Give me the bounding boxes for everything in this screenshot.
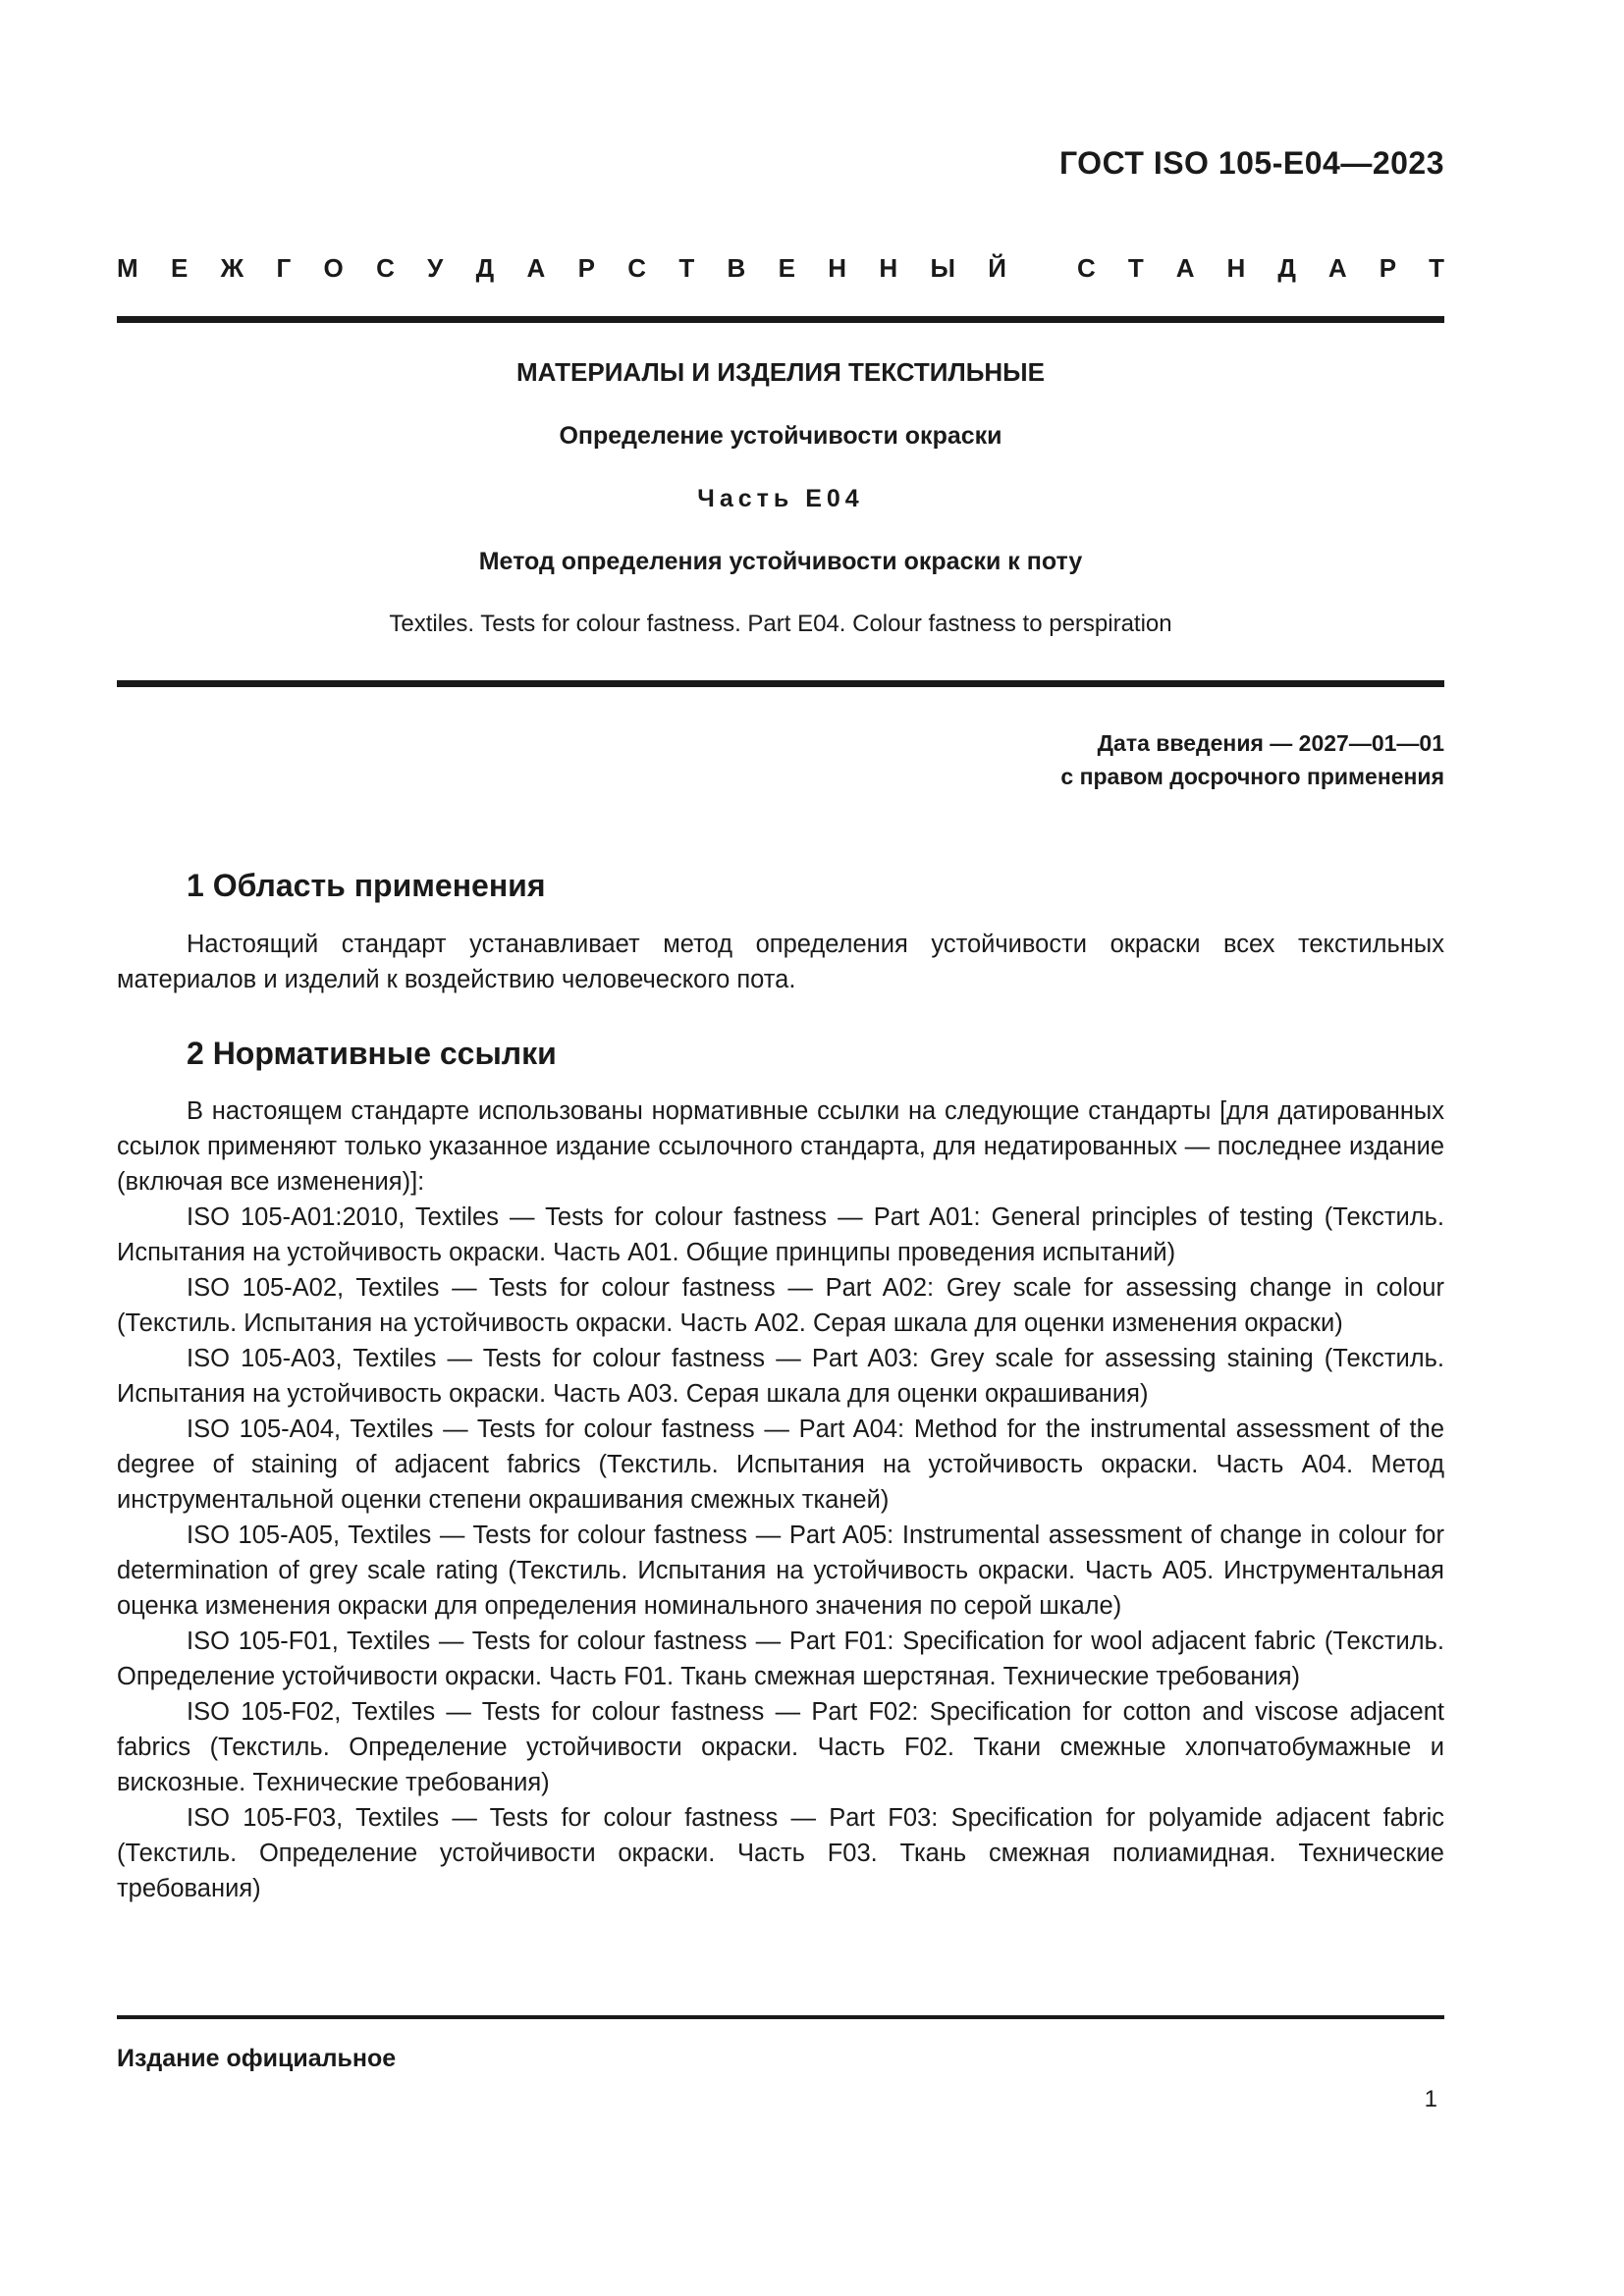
scope-paragraph: Настоящий стандарт устанавливает метод определения устойчивости окраски всех текстильных материалов и изделий к воздействию человеческого пота.: [117, 931, 1444, 993]
title-part: Часть E04: [697, 485, 864, 512]
spaced-letter: Д: [475, 253, 495, 283]
spaced-letter: Е: [170, 253, 189, 283]
spaced-letter: Т: [678, 253, 695, 283]
spaced-letter: Р: [577, 253, 595, 283]
spaced-letter: Н: [879, 253, 898, 283]
section-1-heading: 1 Область применения: [187, 868, 546, 903]
section-1-body: [117, 927, 1444, 997]
section-2-heading: 2 Нормативные ссылки: [187, 1036, 557, 1071]
spaced-letter: С: [376, 253, 395, 283]
reference-item: ISO 105-F02, Textiles — Tests for colour fastness — Part F02: Specification for cotton and viscose adjacent fabrics (Текстиль. Определение устойчивости окраски. Часть F02. Ткани смежные хлопчатобумажные и вискозные. Технические требования): [117, 1698, 1444, 1796]
edition-label: Издание официальное: [117, 2045, 397, 2072]
title-divider: [117, 680, 1444, 687]
spaced-letter: С: [627, 253, 647, 283]
title-english: Textiles. Tests for colour fastness. Part E04. Colour fastness to perspiration: [389, 611, 1172, 637]
reference-item: ISO 105-A01:2010, Textiles — Tests for colour fastness — Part A01: General principles of testing (Текстиль. Испытания на устойчивость окраски. Часть A01. Общие принципы проведения испытаний): [117, 1203, 1444, 1266]
spaced-letter: В: [727, 253, 746, 283]
reference-item: ISO 105-A05, Textiles — Tests for colour fastness — Part A05: Instrumental assessment of change in colour for determination of grey scale rating (Текстиль. Испытания на устойчивость окраски. Часть A05. Инструментальная оценка изменения окраски для определения номинального значения по серой шкале): [117, 1522, 1444, 1620]
spaced-letter: У: [427, 253, 444, 283]
spaced-letter: Т: [1127, 253, 1144, 283]
title-main: МАТЕРИАЛЫ И ИЗДЕЛИЯ ТЕКСТИЛЬНЫЕ: [516, 357, 1045, 387]
spaced-letter: Р: [1379, 253, 1397, 283]
introduction-date: Дата введения — 2027—01—01: [1097, 730, 1444, 756]
standard-code: ГОСТ ISO 105-E04—2023: [1058, 145, 1444, 181]
spaced-letter: Й: [988, 253, 1006, 283]
early-application-note: с правом досрочного применения: [1060, 764, 1444, 789]
standard-kind-word2: [1077, 253, 1444, 284]
spaced-letter: А: [526, 253, 546, 283]
standard-kind-word1: [117, 253, 1006, 284]
title-method: Метод определения устойчивости окраски к поту: [478, 548, 1083, 575]
reference-item: ISO 105-F03, Textiles — Tests for colour fastness — Part F03: Specification for polyamide adjacent fabric (Текстиль. Определение устойчивости окраски. Часть F03. Ткань смежная полиамидная. Технические требования): [117, 1804, 1444, 1902]
spaced-letter: Т: [1429, 253, 1444, 283]
spaced-letter: Ы: [930, 253, 955, 283]
spaced-letter: Г: [276, 253, 292, 283]
spaced-letter: Н: [1226, 253, 1246, 283]
top-divider: [117, 316, 1444, 323]
reference-item: ISO 105-A03, Textiles — Tests for colour fastness — Part A03: Grey scale for assessing staining (Текстиль. Испытания на устойчивость окраски. Часть A03. Серая шкала для оценки окрашивания): [117, 1345, 1444, 1408]
spaced-letter: Е: [778, 253, 795, 283]
section-2-body: [117, 1094, 1444, 1906]
spaced-letter: О: [323, 253, 344, 283]
page-number: 1: [1424, 2086, 1437, 2112]
spaced-letter: М: [117, 253, 138, 283]
spaced-letter: Ж: [220, 253, 244, 283]
reference-item: ISO 105-A02, Textiles — Tests for colour fastness — Part A02: Grey scale for assessing change in colour (Текстиль. Испытания на устойчивость окраски. Часть A02. Серая шкала для оценки изменения окраски): [117, 1274, 1444, 1337]
title-sub: Определение устойчивости окраски: [559, 422, 1002, 450]
standard-kind: [117, 253, 1444, 284]
reference-item: ISO 105-A04, Textiles — Tests for colour fastness — Part A04: Method for the instrumental assessment of the degree of staining of adjacent fabrics (Текстиль. Испытания на устойчивость окраски. Часть A04. Метод инструментальной оценки степени окрашивания смежных тканей): [117, 1415, 1444, 1514]
introduction-date-block: [1060, 726, 1444, 793]
footer-divider: [117, 2015, 1444, 2019]
references-intro: В настоящем стандарте использованы нормативные ссылки на следующие стандарты [для датированных ссылок применяют только указанное издание ссылочного стандарта, для недатированных — последнее издание (включая все изменения)]:: [117, 1097, 1444, 1196]
spaced-letter: Н: [828, 253, 847, 283]
spaced-letter: С: [1077, 253, 1096, 283]
spaced-letter: Д: [1277, 253, 1296, 283]
spaced-letter: А: [1175, 253, 1195, 283]
reference-item: ISO 105-F01, Textiles — Tests for colour fastness — Part F01: Specification for wool adjacent fabric (Текстиль. Определение устойчивости окраски. Часть F01. Ткань смежная шерстяная. Технические требования): [117, 1628, 1444, 1690]
spaced-letter: А: [1327, 253, 1347, 283]
